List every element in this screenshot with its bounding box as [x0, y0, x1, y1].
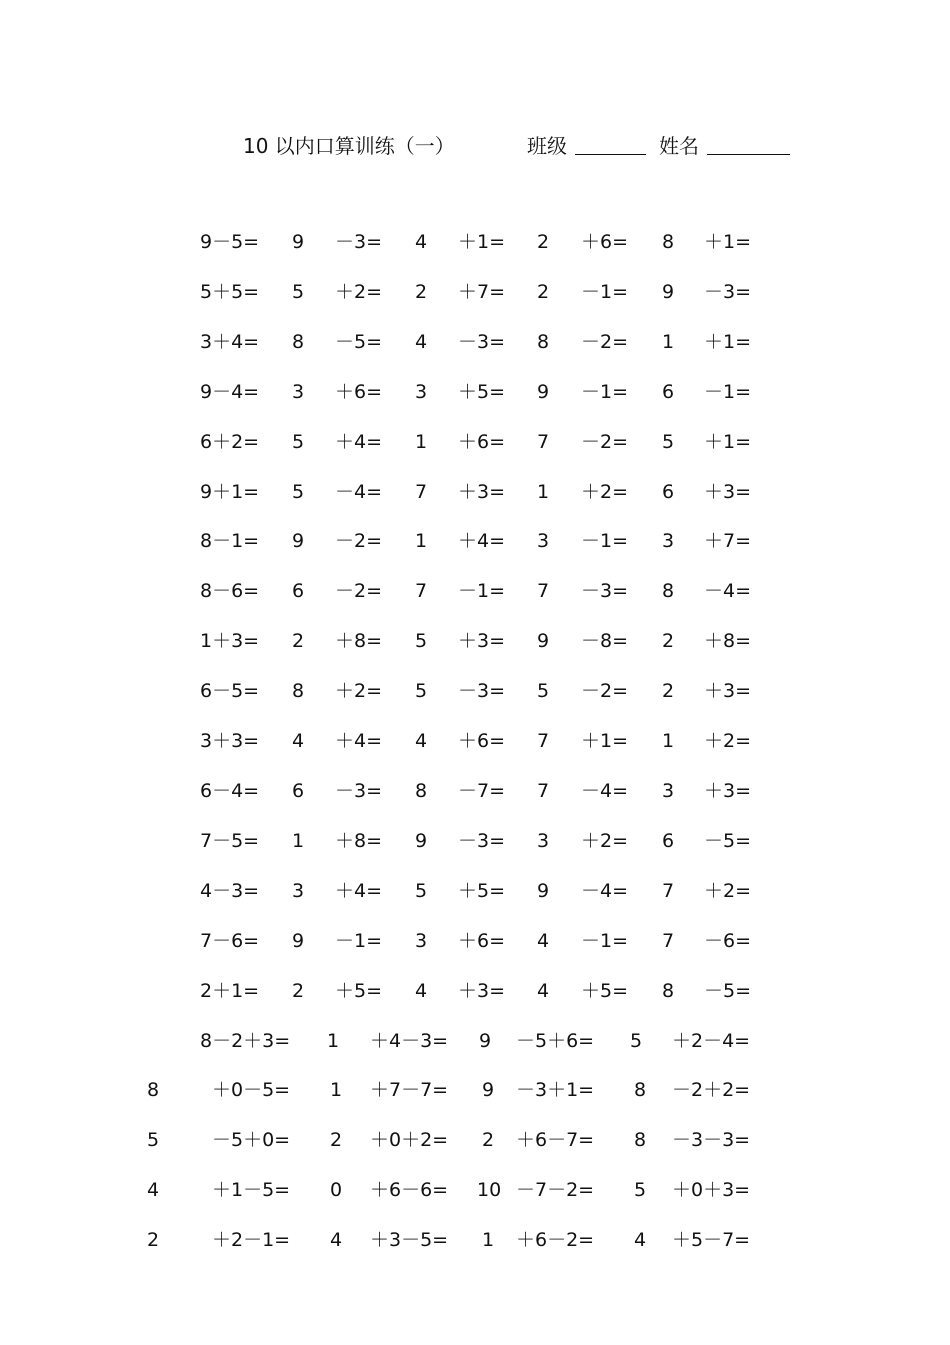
problem-text: 3 [537, 829, 550, 852]
problem-text: －1= [581, 929, 629, 952]
problem-text: 4 [330, 1229, 343, 1251]
problem-text: 1 [482, 1229, 495, 1251]
problem-text: ＋0＋2= [370, 1129, 449, 1151]
problem-text: ＋8= [335, 630, 383, 653]
class-blank[interactable] [575, 154, 646, 155]
problem-text: 3 [415, 380, 428, 403]
problem-text: 6＋2= [200, 430, 260, 453]
problem-text: ＋4= [335, 730, 383, 752]
problem-text: 1＋3= [200, 630, 260, 653]
problem-text: 5 [662, 430, 675, 453]
problem-text: ＋5= [581, 979, 629, 1002]
problem-text: 6 [292, 580, 305, 603]
problem-text: 4 [147, 1179, 160, 1201]
problem-text: ＋3= [704, 779, 752, 802]
problem-text: 1 [662, 330, 675, 353]
problem-text: －2= [335, 580, 383, 603]
problem-text: ＋6= [581, 231, 629, 253]
problem-text: 7 [537, 779, 550, 802]
problem-text: 9 [292, 929, 305, 952]
problem-text: ＋7= [458, 280, 506, 303]
problem-text: －3= [458, 330, 506, 353]
problem-text: ＋4= [335, 879, 383, 902]
problem-text: 7 [537, 730, 550, 752]
problem-text: －2＋2= [672, 1079, 751, 1101]
problem-text: －8= [581, 630, 629, 653]
problem-text: ＋4= [335, 430, 383, 453]
problem-text: 7 [415, 580, 428, 603]
problem-text: 9 [537, 630, 550, 653]
problem-text: ＋3= [704, 680, 752, 703]
problem-text: 8 [292, 330, 305, 353]
problem-text: －4= [335, 480, 383, 503]
problem-text: 2 [537, 231, 550, 253]
problem-text: 3 [537, 530, 550, 553]
problem-text: 8 [634, 1129, 647, 1151]
problem-text: －2= [581, 680, 629, 703]
problem-text: ＋2－4= [672, 1030, 751, 1052]
problem-text: 9－5= [200, 231, 260, 253]
problem-text: 7 [662, 929, 675, 952]
problem-text: 6 [662, 480, 675, 503]
problem-text: 8－1= [200, 530, 260, 553]
problem-text: 8 [292, 680, 305, 703]
problem-text: 5 [537, 680, 550, 703]
problem-text: 2 [482, 1129, 495, 1151]
problem-text: 5 [292, 280, 305, 303]
worksheet-title: 10 以内口算训练（一） [243, 134, 455, 158]
problem-text: ＋6－7= [516, 1129, 595, 1151]
problem-text: 8 [415, 779, 428, 802]
problem-text: 4 [634, 1229, 647, 1251]
problem-text: 5 [147, 1129, 160, 1151]
problem-text: －3= [458, 680, 506, 703]
problem-text: －5= [704, 979, 752, 1002]
problem-text: ＋2= [581, 480, 629, 503]
problem-text: ＋1= [458, 231, 506, 253]
problem-text: 3 [292, 380, 305, 403]
problem-text: －3= [458, 829, 506, 852]
problem-text: －3= [581, 580, 629, 603]
problem-text: －1= [458, 580, 506, 603]
problem-text: ＋2－1= [212, 1229, 291, 1251]
problem-text: 5 [630, 1030, 643, 1052]
problem-text: －5＋0= [212, 1129, 291, 1151]
problem-text: 2 [537, 280, 550, 303]
problem-text: ＋3= [704, 480, 752, 503]
problem-text: 3 [292, 879, 305, 902]
problem-text: ＋5= [458, 879, 506, 902]
problem-text: －7= [458, 779, 506, 802]
problem-text: －3= [335, 779, 383, 802]
problem-text: ＋2= [335, 680, 383, 703]
problem-text: －4= [581, 879, 629, 902]
problem-text: ＋7= [704, 530, 752, 553]
problem-text: 2 [415, 280, 428, 303]
problem-text: －7－2= [516, 1179, 595, 1201]
problem-text: ＋5－7= [672, 1229, 751, 1251]
problem-text: －3－3= [672, 1129, 751, 1151]
problem-text: 9 [415, 829, 428, 852]
problem-text: 1 [330, 1079, 343, 1101]
problem-text: 10 [477, 1179, 502, 1201]
problem-text: ＋1= [704, 330, 752, 353]
problem-text: －1= [581, 380, 629, 403]
problem-text: 7 [537, 580, 550, 603]
problem-text: ＋6－6= [370, 1179, 449, 1201]
problem-text: 8 [662, 580, 675, 603]
problem-text: 4 [537, 979, 550, 1002]
problem-text: ＋6= [335, 380, 383, 403]
problem-text: 8 [662, 231, 675, 253]
problem-text: ＋6－2= [516, 1229, 595, 1251]
problem-text: 6－4= [200, 779, 260, 802]
problem-text: 2＋1= [200, 979, 260, 1002]
problem-text: 5 [634, 1179, 647, 1201]
problem-text: 0 [330, 1179, 343, 1201]
problem-text: 3 [415, 929, 428, 952]
problem-text: ＋1= [704, 231, 752, 253]
problem-text: 6 [662, 380, 675, 403]
problem-text: ＋5= [458, 380, 506, 403]
problem-text: ＋4－3= [370, 1030, 449, 1052]
problem-text: 8 [537, 330, 550, 353]
problem-text: －4= [581, 779, 629, 802]
problem-text: 8－6= [200, 580, 260, 603]
problem-text: 7 [537, 430, 550, 453]
problem-text: ＋4= [458, 530, 506, 553]
problem-text: 2 [662, 680, 675, 703]
problem-text: ＋2= [335, 280, 383, 303]
problem-text: 2 [147, 1229, 160, 1251]
problem-text: 4－3= [200, 879, 260, 902]
problem-text: ＋2= [704, 879, 752, 902]
problem-text: 7 [662, 879, 675, 902]
problem-text: －2= [335, 530, 383, 553]
problem-text: －1= [704, 380, 752, 403]
problem-text: 5 [415, 879, 428, 902]
problem-text: 2 [292, 979, 305, 1002]
problem-text: ＋2= [704, 730, 752, 752]
problem-text: 2 [330, 1129, 343, 1151]
problem-text: ＋0＋3= [672, 1179, 751, 1201]
problem-text: 8－2＋3= [200, 1030, 291, 1052]
problem-text: －3= [704, 280, 752, 303]
problem-text: 6 [292, 779, 305, 802]
name-label: 姓名 [659, 134, 699, 158]
class-label: 班级 [527, 134, 567, 158]
problem-text: 9－4= [200, 380, 260, 403]
problem-text: －5= [335, 330, 383, 353]
problem-text: 1 [662, 730, 675, 752]
problem-text: ＋3= [458, 630, 506, 653]
problem-text: 3 [662, 530, 675, 553]
problem-text: ＋8= [335, 829, 383, 852]
problem-text: 9 [662, 280, 675, 303]
problem-text: 2 [292, 630, 305, 653]
problem-text: －4= [704, 580, 752, 603]
problem-text: ＋2= [581, 829, 629, 852]
problem-text: －6= [704, 929, 752, 952]
problem-text: －3= [335, 231, 383, 253]
problem-text: 1 [415, 430, 428, 453]
problem-text: 7－6= [200, 929, 260, 952]
problem-text: ＋0－5= [212, 1079, 291, 1101]
problem-text: 1 [327, 1030, 340, 1052]
problem-text: 5 [292, 430, 305, 453]
problem-text: ＋1= [704, 430, 752, 453]
problem-text: 4 [292, 730, 305, 752]
problem-text: 5 [415, 680, 428, 703]
problem-text: 3＋4= [200, 330, 260, 353]
problem-text: 4 [415, 231, 428, 253]
problem-text: 4 [415, 330, 428, 353]
problem-text: ＋1= [581, 730, 629, 752]
problem-text: －5= [704, 829, 752, 852]
name-blank[interactable] [707, 154, 790, 155]
problem-text: ＋6= [458, 929, 506, 952]
problem-text: ＋7－7= [370, 1079, 449, 1101]
problem-text: 5 [292, 480, 305, 503]
problem-text: 9 [537, 380, 550, 403]
problem-text: 5＋5= [200, 280, 260, 303]
problem-text: ＋8= [704, 630, 752, 653]
problem-text: ＋5= [335, 979, 383, 1002]
problem-text: 3＋3= [200, 730, 260, 752]
problem-text: －2= [581, 430, 629, 453]
problem-text: 2 [662, 630, 675, 653]
problem-text: 9 [482, 1079, 495, 1101]
problem-text: 1 [415, 530, 428, 553]
problem-text: ＋1－5= [212, 1179, 291, 1201]
problem-text: 9 [292, 530, 305, 553]
problem-text: 9 [537, 879, 550, 902]
problem-text: ＋6= [458, 430, 506, 453]
problem-text: －1= [581, 280, 629, 303]
problem-text: 8 [634, 1079, 647, 1101]
problem-text: －1= [335, 929, 383, 952]
problem-text: 5 [415, 630, 428, 653]
problem-text: 6 [662, 829, 675, 852]
problem-text: ＋6= [458, 730, 506, 752]
problem-text: 9 [479, 1030, 492, 1052]
problem-text: ＋3= [458, 979, 506, 1002]
problem-text: 1 [537, 480, 550, 503]
problem-text: －5＋6= [516, 1030, 595, 1052]
problem-text: －2= [581, 330, 629, 353]
problem-text: 6－5= [200, 680, 260, 703]
problem-text: 9 [292, 231, 305, 253]
problem-text: ＋3－5= [370, 1229, 449, 1251]
problem-text: 9＋1= [200, 480, 260, 503]
problem-text: 3 [662, 779, 675, 802]
problem-text: 4 [537, 929, 550, 952]
problem-text: 8 [147, 1079, 160, 1101]
problem-text: －1= [581, 530, 629, 553]
problem-text: －3＋1= [516, 1079, 595, 1101]
problem-text: 4 [415, 730, 428, 752]
worksheet-header [0, 126, 950, 160]
problem-text: 7 [415, 480, 428, 503]
problem-text: 7－5= [200, 829, 260, 852]
problem-text: 1 [292, 829, 305, 852]
problem-text: 8 [662, 979, 675, 1002]
problem-text: 4 [415, 979, 428, 1002]
problem-text: ＋3= [458, 480, 506, 503]
